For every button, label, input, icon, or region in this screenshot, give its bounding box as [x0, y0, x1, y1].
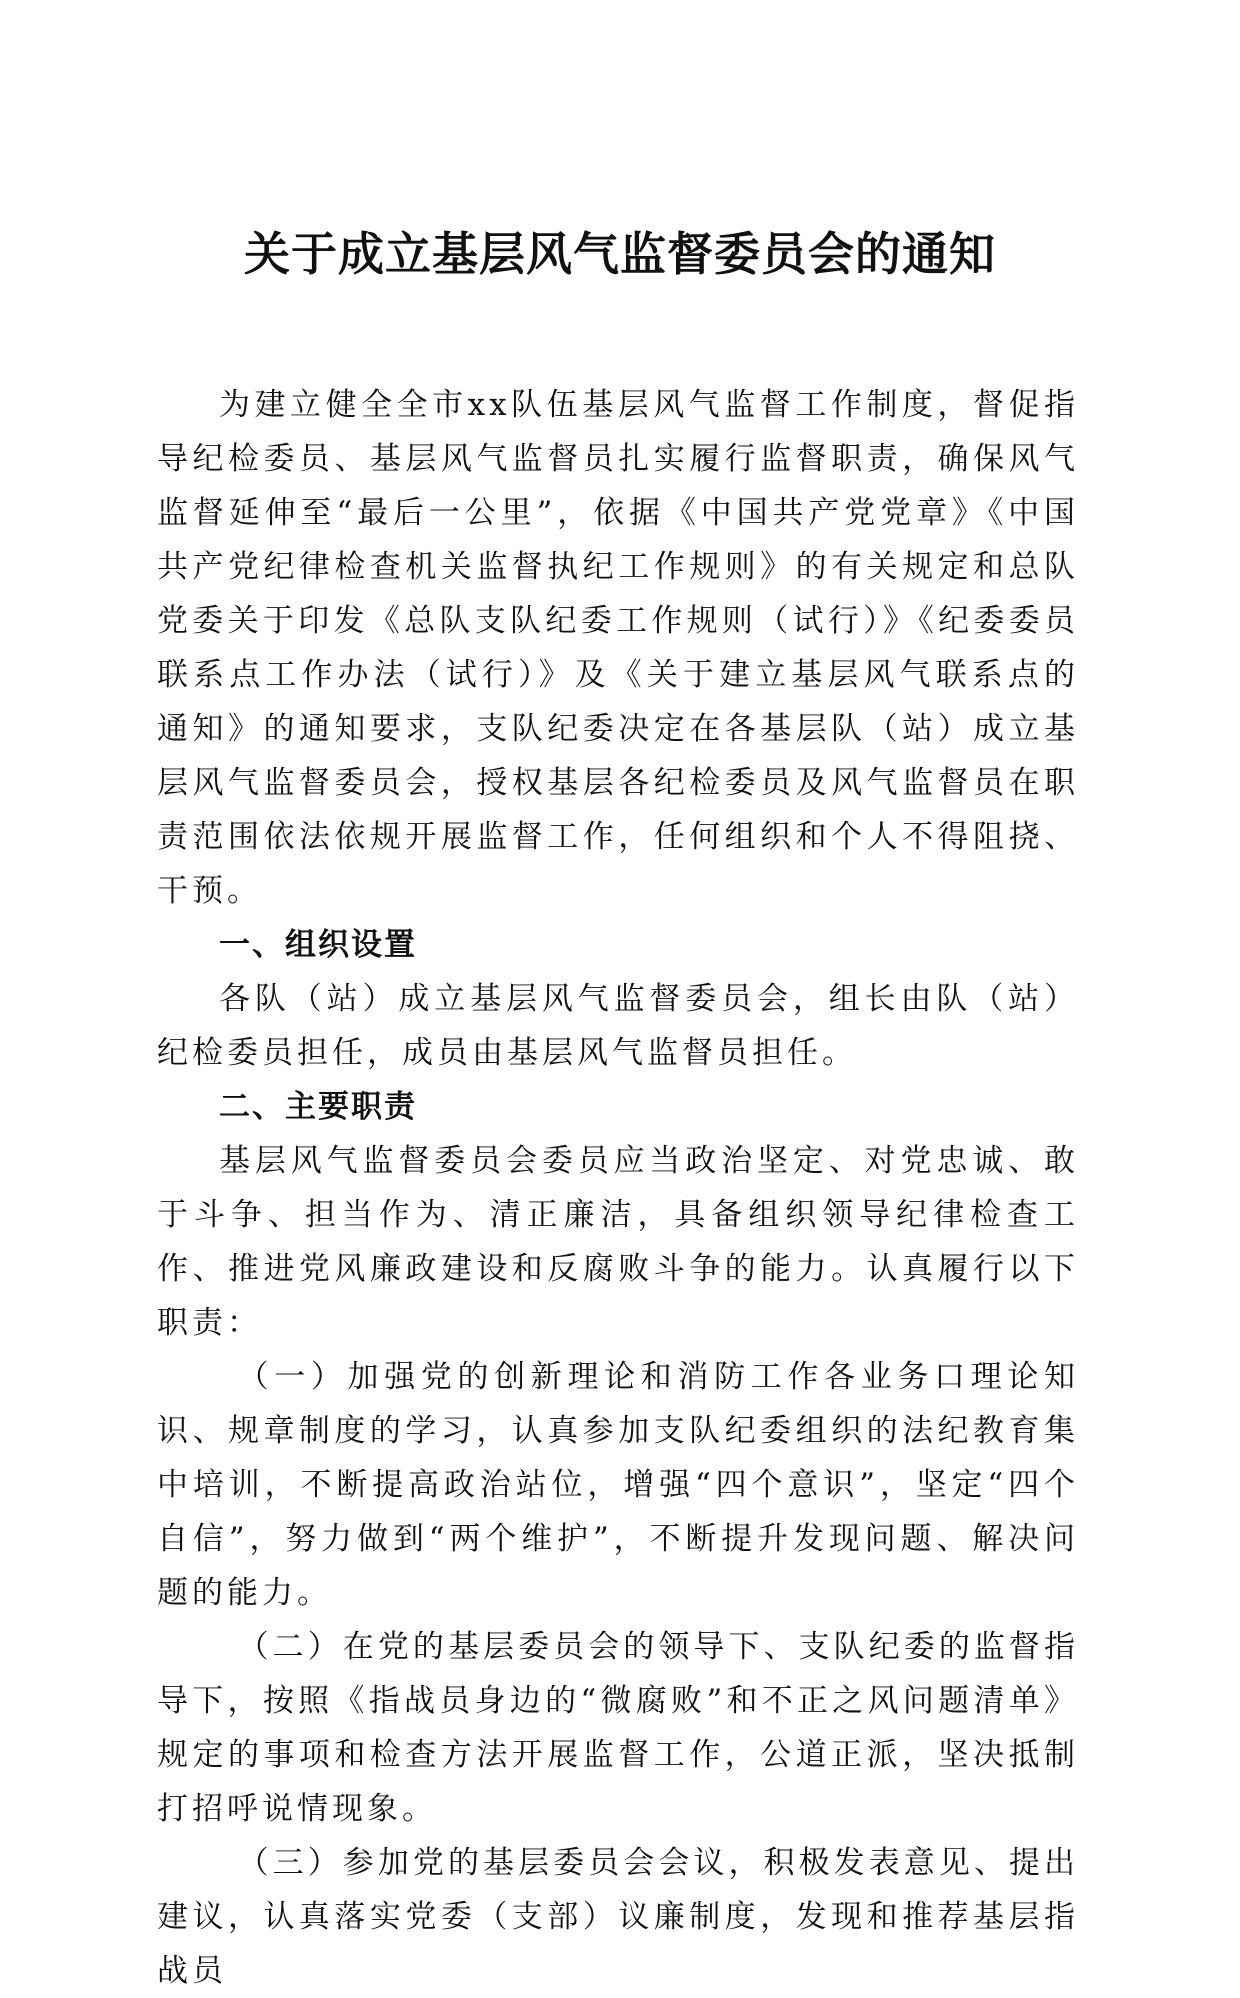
document-title: 关于成立基层风气监督委员会的通知: [244, 227, 996, 281]
section-text-organization: 各队（站）成立基层风气监督委员会，组长由队（站）纪检委员担任，成员由基层风气监督员担任。: [157, 981, 1079, 1071]
section-text-duties: 基层风气监督委员会委员应当政治坚定、对党忠诚、敢于斗争、担当作为、清正廉洁，具备组织领导纪律检查工作、推进党风廉政建设和反腐败斗争的能力。认真履行以下职责：: [157, 1143, 1079, 1341]
document-body: [157, 378, 1079, 1998]
intro-paragraph: 为建立健全全市xx队伍基层风气监督工作制度，督促指导纪检委员、基层风气监督员扎实履行监督职责，确保风气监督延伸至“最后一公里”，依据《中国共产党党章》《中国共产党纪律检查机关监督执纪工作规则》的有关规定和总队党委关于印发《总队支队纪委工作规则（试行）》《纪委委员联系点工作办法（试行）》及《关于建立基层风气联系点的通知》的通知要求，支队纪委决定在各基层队（站）成立基层风气监督委员会，授权基层各纪检委员及风气监督员在职责范围依法依规开展监督工作，任何组织和个人不得阻挠、干预。: [157, 387, 1079, 909]
section-heading-organization: 一、组织设置: [219, 927, 417, 963]
duty-item-1: （一）加强党的创新理论和消防工作各业务口理论知识、规章制度的学习，认真参加支队纪委组织的法纪教育集中培训，不断提高政治站位，增强“四个意识”，坚定“四个自信”，努力做到“两个维护”，不断提升发现问题、解决问题的能力。: [157, 1359, 1079, 1611]
section-heading-duties: 二、主要职责: [219, 1089, 417, 1125]
duty-item-2: （二）在党的基层委员会的领导下、支队纪委的监督指导下，按照《指战员身边的“微腐败”和不正之风问题清单》规定的事项和检查方法开展监督工作，公道正派，坚决抵制打招呼说情现象。: [157, 1629, 1079, 1827]
duty-item-3: （三）参加党的基层委员会会议，积极发表意见、提出建议，认真落实党委（支部）议廉制度，发现和推荐基层指战员: [157, 1845, 1079, 1989]
